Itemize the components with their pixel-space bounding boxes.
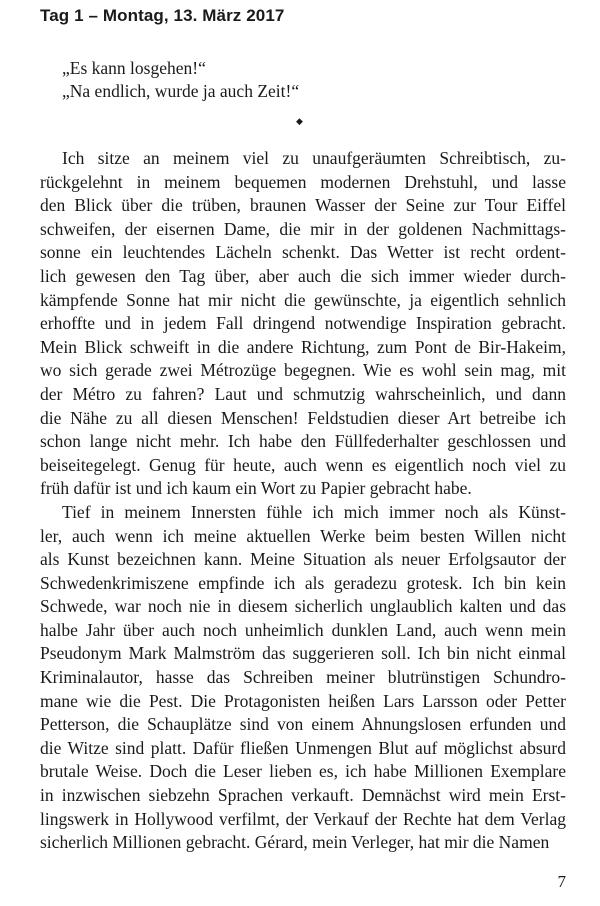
text-line: wo sich gerade zwei Métrozüge begegnen. Wie es wohl sein mag, mit — [40, 360, 566, 381]
text-line: sonne ein leuchtendes Lächeln schenkt. Das Wetter ist recht ordent- — [40, 242, 566, 263]
text-line: lich gewesen den Tag über, aber auch die sich immer wieder durch- — [40, 265, 566, 286]
paragraph-1 — [40, 147, 566, 501]
text-line: früh dafür ist und ich kaum ein Wort zu Papier gebracht habe. — [40, 478, 472, 499]
text-line: Petterson, die Schauplätze sind von einem Ahnungslosen erfunden und — [40, 714, 566, 735]
text-line: Pseudonym Mark Malmström das suggerieren soll. Ich bin nicht einmal — [40, 643, 566, 664]
dialogue-line: „Na endlich, wurde ja auch Zeit!“ — [62, 81, 300, 101]
text-line: Tief in meinem Innersten fühle ich mich immer noch als Künst- — [62, 501, 566, 522]
text-line: in inzwischen siebzehn Sprachen verkauft. Demnächst wird mein Erst- — [40, 785, 566, 806]
text-line: mane wie die Pest. Die Protagonisten heißen Lars Larsson oder Petter — [40, 690, 566, 711]
text-line: Kriminalautor, hasse das Schreiben meiner blutrünstigen Schundro- — [40, 667, 566, 688]
chapter-heading: Tag 1 – Montag, 13. März 2017 — [40, 6, 285, 25]
text-line: den Blick über die trüben, braunen Wasser der Seine zur Tour Eiffel — [40, 195, 566, 216]
text-line: brutale Weise. Doch die Leser lieben es, ich habe Millionen Exemplare — [40, 761, 566, 782]
text-line: die Nähe zu all diesen Menschen! Feldstudien dieser Art betreibe ich — [40, 407, 566, 428]
text-line: erhoffte und in jedem Fall dringend notwendige Inspiration gebracht. — [40, 313, 566, 334]
section-separator-diamond: ◆ — [296, 117, 303, 127]
text-line: der Métro zu fahren? Laut und schmutzig wahrscheinlich, und dann — [40, 383, 566, 404]
text-line: Mein Blick schweift in die andere Richtung, zum Pont de Bir-Hakeim, — [40, 336, 566, 357]
page-number: 7 — [557, 872, 566, 891]
text-line: die Witze sind platt. Dafür fließen Unmengen Blut auf möglichst absurd — [40, 737, 566, 758]
text-line: Schwedenkrimiszene empfinde ich als geradezu grotesk. Ich bin kein — [40, 572, 566, 593]
opening-dialogue — [62, 57, 299, 103]
text-line: als Kunst bezeichnen kann. Meine Situation als neuer Erfolgsautor der — [40, 549, 566, 570]
text-line: kämpfende Sonne hat mir nicht die gewünschte, ja eigentlich sehnlich — [40, 289, 566, 310]
text-line: Ich sitze an meinem viel zu unaufgeräumten Schreibtisch, zu- — [62, 148, 566, 168]
text-line: schweifen, der eisernen Dame, die mir in der goldenen Nachmittags- — [40, 218, 566, 239]
text-line: rückgelehnt in meinem bequemen modernen Drehstuhl, und lasse — [40, 171, 566, 192]
text-line: halbe Jahr über auch noch unheimlich dunklen Land, auch wenn mein — [40, 619, 566, 640]
paragraph-2 — [40, 501, 566, 855]
text-line: beiseitegelegt. Genug für heute, auch wenn es eigentlich noch viel zu — [40, 454, 566, 475]
text-line: schon lange nicht mehr. Ich habe den Füllfederhalter geschlossen und — [40, 431, 566, 452]
text-line: ler, auch wenn ich meine aktuellen Werke beim besten Willen nicht — [40, 525, 566, 546]
dialogue-line: „Es kann losgehen!“ — [62, 58, 206, 78]
body-text — [40, 147, 566, 855]
text-line: sicherlich Millionen gebracht. Gérard, mein Verleger, hat mir die Namen — [40, 832, 550, 853]
text-line: lingswerk in Hollywood verfilmt, der Verkauf der Rechte hat dem Verlag — [40, 808, 566, 829]
text-line: Schwede, war noch nie in diesem sicherlich unglaublich kalten und das — [40, 596, 566, 617]
